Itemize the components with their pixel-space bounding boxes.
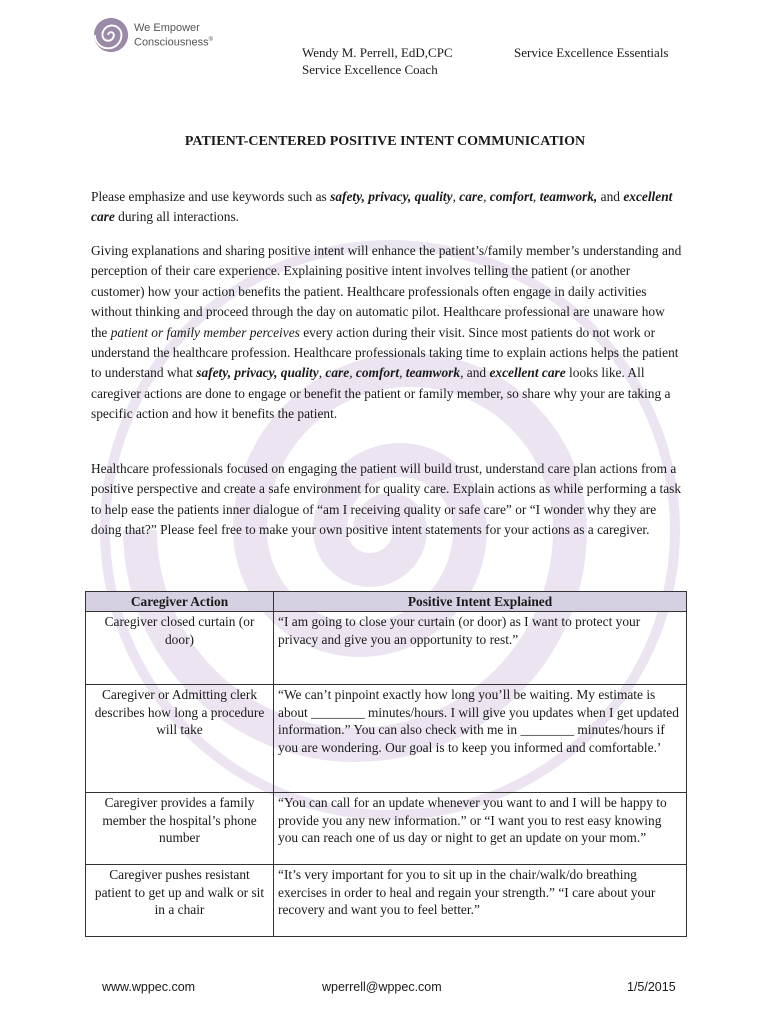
logo-line-1: We Empower [134,21,200,34]
emphasis: patient or family member perceives [110,324,300,340]
table-row [86,612,687,685]
caregiver-action-cell: Caregiver provides a family member the hospital’s phone number [86,793,274,865]
keyword: care [459,189,484,204]
table-row [86,865,687,937]
caregiver-action-cell: Caregiver or Admitting clerk describes how long a procedure will take [86,685,274,793]
intro-paragraph: Please emphasize and use keywords such as safety, privacy, quality, care, comfort, teamwork, and excellent care during all interactions. [91,189,673,225]
logo-line-2: Consciousness [134,36,209,49]
engagement-paragraph: Healthcare professionals focused on engaging the patient will build trust, understand care plan actions from a positive perspective and create a safe environment for quality care. Explain actions as while performing a task to help ease the patients inner dialogue of “am I receiving quality or safe care” or “I wonder why they are doing that?” Please feel free to make your own positive intent statements for your actions as a caregiver. [91,461,682,538]
author-name: Wendy M. Perrell, EdD,CPC [302,45,453,60]
column-header-intent: Positive Intent Explained [274,592,687,612]
caregiver-action-cell: Caregiver closed curtain (or door) [86,612,274,685]
table-row [86,685,687,793]
program-name: Service Excellence Essentials [514,45,669,60]
positive-intent-cell: “You can call for an update whenever you want to and I will be happy to provide you any new information.” or “I want you to rest easy knowing you can reach one of us day or night to get an update on your mom.” [274,793,687,865]
positive-intent-cell: “We can’t pinpoint exactly how long you’ll be waiting. My estimate is about ________ minutes/hours. I will give you updates when I get updated information.” You can also check with me in ________ minutes/hours if you are wondering. Our goal is to keep you informed and comfortable.’ [274,685,687,793]
spiral-logo-icon [92,16,130,54]
table-header-row [86,592,687,612]
page-title: PATIENT-CENTERED POSITIVE INTENT COMMUNICATION [184,134,586,149]
positive-intent-cell: “I am going to close your curtain (or door) as I want to protect your privacy and give you an opportunity to rest.” [274,612,687,685]
keyword: care [325,365,350,381]
footer-date: 1/5/2015 [627,980,676,994]
keyword: teamwork, [539,189,598,204]
keyword: comfort [489,189,533,204]
company-logo [92,16,213,54]
table-row [86,793,687,865]
column-header-action: Caregiver Action [86,592,274,612]
keyword: teamwork [405,365,461,381]
keyword: comfort [355,365,400,381]
keyword: safety, privacy, quality [196,365,319,381]
author-role: Service Excellence Coach [302,62,438,77]
logo-registered-mark: ® [208,36,214,43]
caregiver-action-cell: Caregiver pushes resistant patient to get up and walk or sit in a chair [86,865,274,937]
explanation-paragraph: Giving explanations and sharing positive intent will enhance the patient’s/family member’s understanding and perception of their care experience. Explaining positive intent involves telling the patient (or another customer) how your action benefits the patient. Healthcare professionals often engage in daily activities without thinking and proceed through the day on automatic pilot. Healthcare professional are unaware how the patient or family member perceives every action during their visit. Since most patients do not work or understand the healthcare profession. Healthcare professionals taking time to explain actions helps the patient to understand what safety, privacy, quality, care, comfort, teamwork, and excellent care looks like. All caregiver actions are done to engage or benefit the patient or family member, so share why your are taking a specific action and how it benefits the patient. [91,243,682,422]
keyword: excellent care [91,189,673,225]
keyword: safety, privacy, quality [330,189,453,204]
keyword: excellent care [489,365,566,381]
author-block [302,44,453,78]
footer-email: wperrell@wppec.com [322,980,442,994]
positive-intent-cell: “It’s very important for you to sit up in the chair/walk/do breathing exercises in order to heal and regain your strength.” “I care about your recovery and want you to feel better.” [274,865,687,937]
footer-website: www.wppec.com [102,980,196,994]
positive-intent-table [85,591,687,937]
